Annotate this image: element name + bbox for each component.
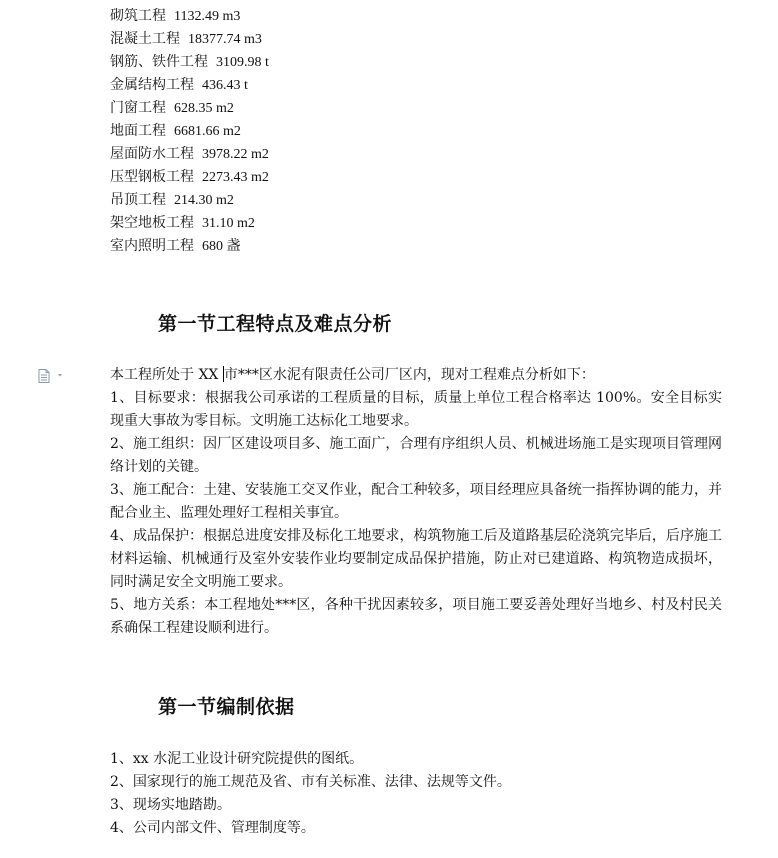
quantity-value: 1132.49 m3	[174, 9, 241, 24]
quantity-value: 628.35 m2	[174, 101, 234, 116]
quantity-value: 436.43 t	[202, 78, 248, 93]
quantity-item	[110, 166, 269, 189]
document-icon-graphic	[38, 369, 64, 383]
quantity-item	[110, 212, 269, 235]
quantity-value: 3978.22 m2	[202, 147, 269, 162]
analysis-body	[110, 364, 722, 640]
quantity-name: 砌筑工程	[110, 8, 166, 24]
intro-paragraph	[110, 364, 722, 387]
intro-text-end: 市***区水泥有限责任公司厂区内，现对工程难点分析如下：	[223, 367, 595, 383]
basis-item: 3、现场实地踏勘。	[110, 797, 231, 813]
basis-item: 1、xx 水泥工业设计研究院提供的图纸。	[110, 751, 364, 767]
section-heading: 第一节工程特点及难点分析	[158, 313, 393, 335]
quantity-item	[110, 189, 269, 212]
analysis-point: 5、地方关系：本工程地处***区，各种干扰因素较多，项目施工要妥善处理好当地乡、村及村民关系确保工程建设顺利进行。	[110, 597, 722, 636]
intro-text-start: 本工程所处于 XX	[110, 367, 223, 383]
quantity-item	[110, 143, 269, 166]
quantity-value: 6681.66 m2	[174, 124, 241, 139]
quantity-item	[110, 5, 269, 28]
document-icon[interactable]	[38, 368, 64, 382]
quantity-item	[110, 74, 269, 97]
quantity-name: 架空地板工程	[110, 215, 194, 231]
quantity-value: 31.10 m2	[202, 216, 255, 231]
quantity-name: 屋面防水工程	[110, 146, 194, 162]
quantity-value: 214.30 m2	[174, 193, 234, 208]
quantity-name: 门窗工程	[110, 100, 166, 116]
analysis-point: 1、目标要求：根据我公司承诺的工程质量的目标，质量上单位工程合格率达 100%。安全目标实现重大事故为零目标。文明施工达标化工地要求。	[110, 390, 722, 429]
quantity-name: 混凝土工程	[110, 31, 180, 47]
quantity-name: 室内照明工程	[110, 238, 194, 254]
basis-item: 4、公司内部文件、管理制度等。	[110, 820, 315, 836]
quantity-item	[110, 97, 269, 120]
quantity-value: 2273.43 m2	[202, 170, 269, 185]
quantity-item	[110, 51, 269, 74]
quantity-name: 金属结构工程	[110, 77, 194, 93]
quantity-item	[110, 235, 269, 258]
quantity-value: 18377.74 m3	[188, 32, 262, 47]
quantity-value: 3109.98 t	[216, 55, 269, 70]
quantity-name: 压型钢板工程	[110, 169, 194, 185]
analysis-point: 2、施工组织：因厂区建设项目多、施工面广，合理有序组织人员、机械进场施工是实现项目管理网络计划的关键。	[110, 436, 722, 475]
analysis-point: 3、施工配合：土建、安装施工交叉作业，配合工种较多，项目经理应具备统一指挥协调的能力，并配合业主、监理处理好工程相关事宜。	[110, 482, 722, 521]
basis-item: 2、国家现行的施工规范及省、市有关标准、法律、法规等文件。	[110, 774, 511, 790]
section-heading: 第一节编制依据	[158, 696, 295, 718]
analysis-point: 4、成品保护：根据总进度安排及标化工地要求，构筑物施工后及道路基层砼浇筑完毕后，后序施工材料运输、机械通行及室外安装作业均要制定成品保护措施，防止对已建道路、构筑物造成损坏，同时满足安全文明施工要求。	[110, 528, 722, 590]
quantity-name: 钢筋、铁件工程	[110, 54, 208, 70]
quantity-name: 地面工程	[110, 123, 166, 139]
quantity-list	[110, 5, 269, 258]
quantity-value: 680 盏	[202, 239, 241, 254]
basis-list	[110, 748, 511, 840]
quantity-item	[110, 28, 269, 51]
quantity-name: 吊顶工程	[110, 192, 166, 208]
quantity-item	[110, 120, 269, 143]
